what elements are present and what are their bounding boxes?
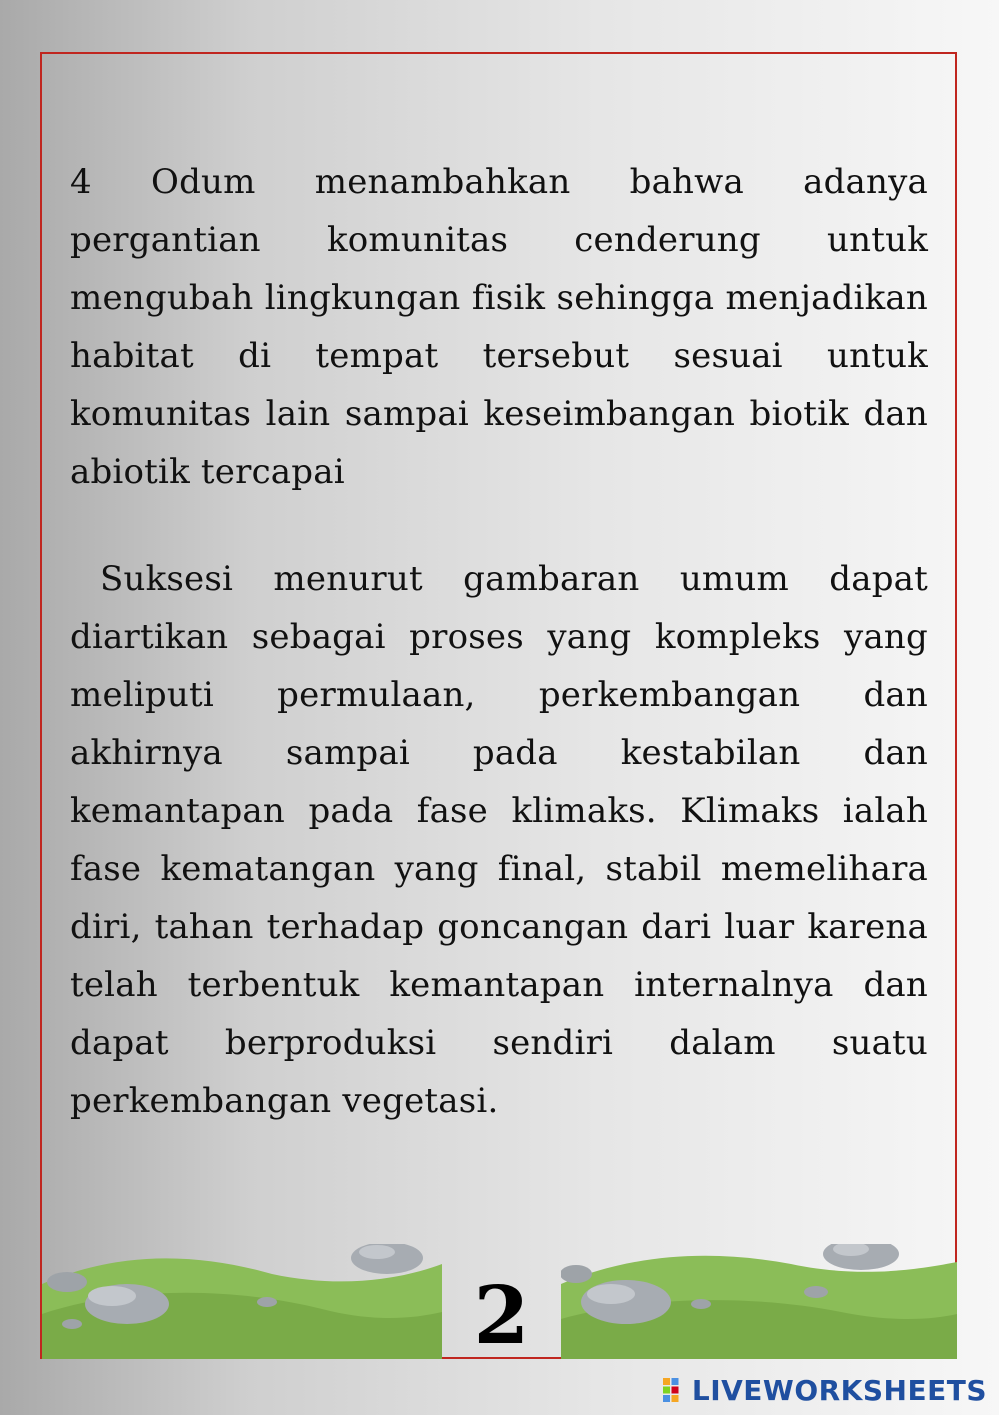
liveworksheets-logo-icon: [662, 1377, 688, 1403]
hill-illustration-left: [42, 1244, 442, 1359]
brand-text: LIVEWORKSHEETS: [691, 1373, 987, 1407]
hill-illustration-right: [561, 1244, 957, 1359]
paragraph-1: 4 Odum menambahkan bahwa adanya pergantian komunitas cenderung untuk mengubah lingkungan fisik sehingga menjadikan habitat di tempat tersebut sesuai untuk komunitas lain sampai keseimbangan biotik dan abiotik tercapai: [70, 162, 928, 492]
page-number: 2: [473, 1268, 530, 1362]
paragraph-2: Suksesi menurut gambaran umum dapat diartikan sebagai proses yang kompleks yang meliputi permulaan, perkembangan dan akhirnya sampai pada kestabilan dan kemantapan pada fase klimaks. Klimaks ialah fase kematangan yang final, stabil memelihara diri, tahan terhadap goncangan dari luar karena telah terbentuk kemantapan internalnya dan dapat berproduksi sendiri dalam suatu perkembangan vegetasi.: [70, 559, 928, 1121]
liveworksheets-brand[interactable]: [662, 1372, 987, 1408]
